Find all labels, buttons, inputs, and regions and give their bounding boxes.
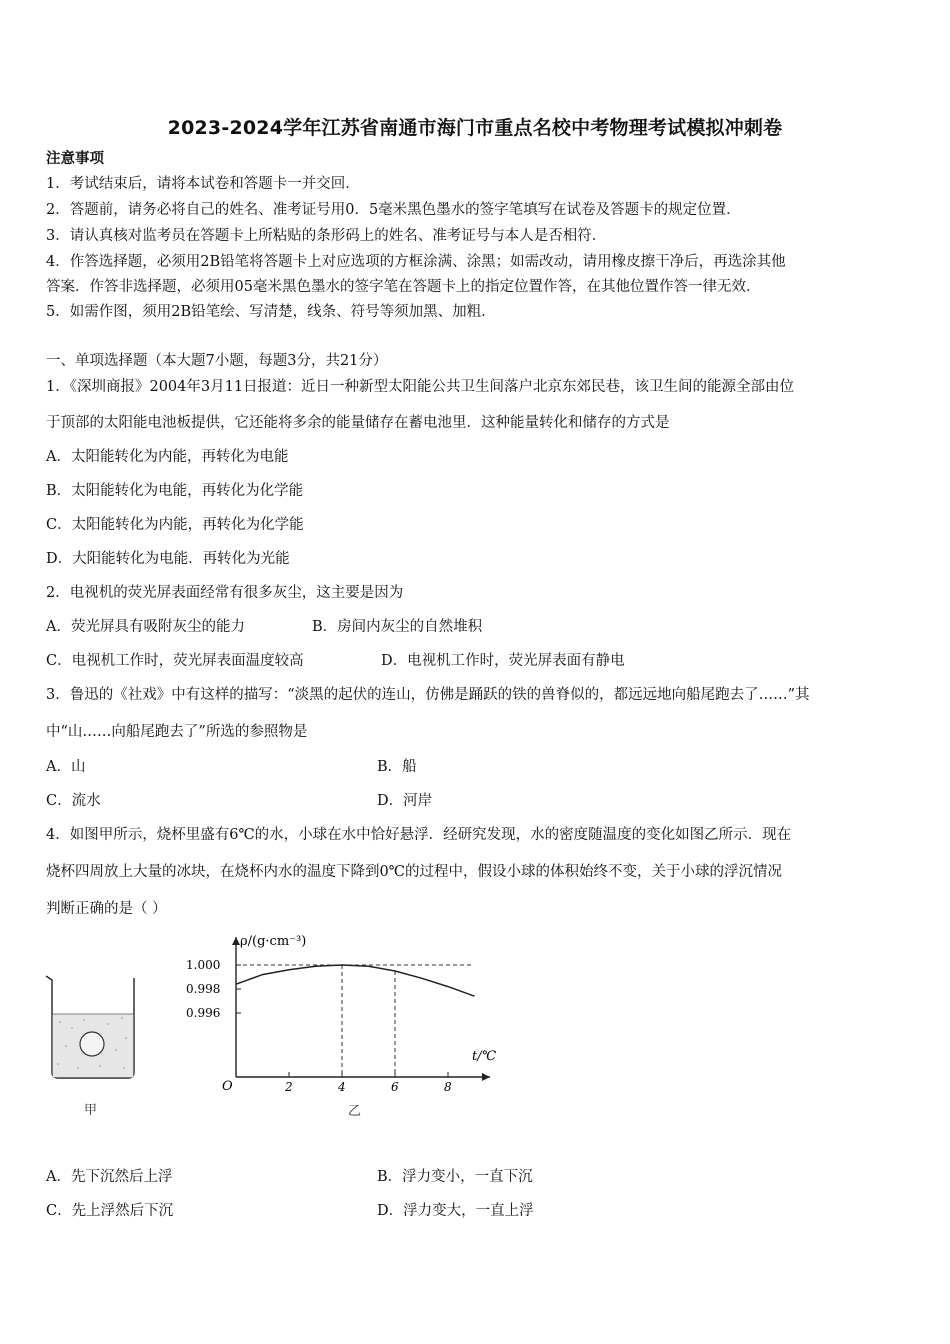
q4-option-b: B．浮力变小，一直下沉 bbox=[377, 1169, 533, 1185]
q1-option-b: B．太阳能转化为电能，再转化为化学能 bbox=[46, 483, 304, 499]
chart-x-label: t/℃ bbox=[472, 1049, 497, 1064]
chart-ticks bbox=[186, 958, 452, 1094]
x-axis-arrow bbox=[482, 1073, 490, 1081]
beaker-icon bbox=[46, 976, 134, 1078]
q1-option-a: A．太阳能转化为内能，再转化为电能 bbox=[46, 449, 289, 465]
x-tick-label: 2 bbox=[285, 1080, 293, 1094]
notice-heading: 注意事项 bbox=[46, 150, 104, 167]
notice-item: 答案．作答非选择题，必须用05毫米黑色墨水的签字笔在答题卡上的指定位置作答，在其他位置作答一律无效． bbox=[46, 279, 761, 295]
q3-option-c: C．流水 bbox=[46, 793, 101, 809]
notice-item: 3．请认真核对监考员在答题卡上所粘贴的条形码上的姓名、准考证号与本人是否相符． bbox=[46, 228, 607, 244]
q4-option-c: C．先上浮然后下沉 bbox=[46, 1203, 174, 1219]
page-title: 2023-2024学年江苏省南通市海门市重点名校中考物理考试模拟冲刺卷 bbox=[167, 117, 783, 139]
y-tick-label: 0.998 bbox=[186, 982, 221, 996]
chart-axes bbox=[232, 937, 490, 1081]
x-tick-label: 4 bbox=[338, 1080, 346, 1094]
beaker-figure bbox=[38, 968, 148, 1118]
y-tick-label: 0.996 bbox=[186, 1006, 221, 1020]
chart-y-label: ρ/(g·cm⁻³) bbox=[240, 934, 307, 949]
q1-option-d: D．大阳能转化为电能．再转化为光能 bbox=[46, 551, 290, 567]
q1-stem: 1．《深圳商报》2004年3月11日报道：近日一种新型太阳能公共卫生间落户北京东郊民巷，该卫生间的能源全部由位 bbox=[46, 379, 795, 395]
y-tick-label: 1.000 bbox=[186, 958, 221, 972]
section-heading: 一、单项选择题（本大题7小题，每题3分，共21分） bbox=[46, 353, 388, 369]
q3-stem: 3．鲁迅的《社戏》中有这样的描写：“淡黑的起伏的连山，仿佛是踊跃的铁的兽脊似的，都远远地向船尾跑去了……”其 bbox=[46, 687, 810, 703]
chart-series bbox=[236, 965, 475, 996]
q4-stem: 判断正确的是（ ） bbox=[46, 901, 167, 917]
q4-stem: 烧杯四周放上大量的冰块，在烧杯内水的温度下降到0℃的过程中，假设小球的体积始终不变，关于小球的浮沉情况 bbox=[46, 864, 782, 880]
q3-option-d: D．河岸 bbox=[377, 793, 433, 809]
q2-option-b: B．房间内灰尘的自然堆积 bbox=[312, 619, 483, 635]
notice-item: 4．作答选择题，必须用2B铅笔将答题卡上对应选项的方框涂满、涂黑；如需改动，请用橡皮擦干净后，再选涂其他 bbox=[46, 254, 786, 270]
figure-yi-label: 乙 bbox=[348, 1104, 362, 1119]
q3-stem: 中“山……向船尾跑去了”所选的参照物是 bbox=[46, 724, 308, 740]
q4-option-a: A．先下沉然后上浮 bbox=[46, 1169, 173, 1185]
q3-option-a: A．山 bbox=[46, 759, 86, 775]
q2-option-c: C．电视机工作时，荧光屏表面温度较高 bbox=[46, 653, 304, 669]
density-chart bbox=[180, 925, 510, 1125]
q2-option-d: D．电视机工作时，荧光屏表面有静电 bbox=[381, 653, 625, 669]
chart-origin-label: O bbox=[222, 1079, 233, 1094]
q4-stem: 4．如图甲所示，烧杯里盛有6℃的水，小球在水中恰好悬浮．经研究发现，水的密度随温度的变化如图乙所示．现在 bbox=[46, 827, 792, 843]
notice-item: 1．考试结束后，请将本试卷和答题卡一并交回． bbox=[46, 176, 360, 192]
ball-icon bbox=[80, 1032, 104, 1056]
notice-item: 2．答题前，请务必将自己的姓名、准考证号用0．5毫米黑色墨水的签字笔填写在试卷及答题卡的规定位置． bbox=[46, 202, 741, 218]
q2-stem: 2．电视机的荧光屏表面经常有很多灰尘，这主要是因为 bbox=[46, 585, 404, 601]
figure-jia-label: 甲 bbox=[84, 1103, 98, 1118]
y-axis-arrow bbox=[232, 937, 240, 945]
q2-option-a: A．荧光屏具有吸附灰尘的能力 bbox=[46, 619, 245, 635]
x-tick-label: 6 bbox=[391, 1080, 399, 1094]
notice-item: 5．如需作图，须用2B铅笔绘、写清楚，线条、符号等须加黑、加粗． bbox=[46, 304, 496, 320]
x-tick-label: 8 bbox=[444, 1080, 452, 1094]
chart-reference-lines bbox=[236, 965, 472, 1077]
q3-option-b: B．船 bbox=[377, 759, 417, 775]
q1-option-c: C．太阳能转化为内能，再转化为化学能 bbox=[46, 517, 304, 533]
density-curve bbox=[236, 965, 475, 996]
q4-option-d: D．浮力变大，一直上浮 bbox=[377, 1203, 534, 1219]
q1-stem: 于顶部的太阳能电池板提供，它还能将多余的能量储存在蓄电池里．这种能量转化和储存的方式是 bbox=[46, 415, 670, 431]
